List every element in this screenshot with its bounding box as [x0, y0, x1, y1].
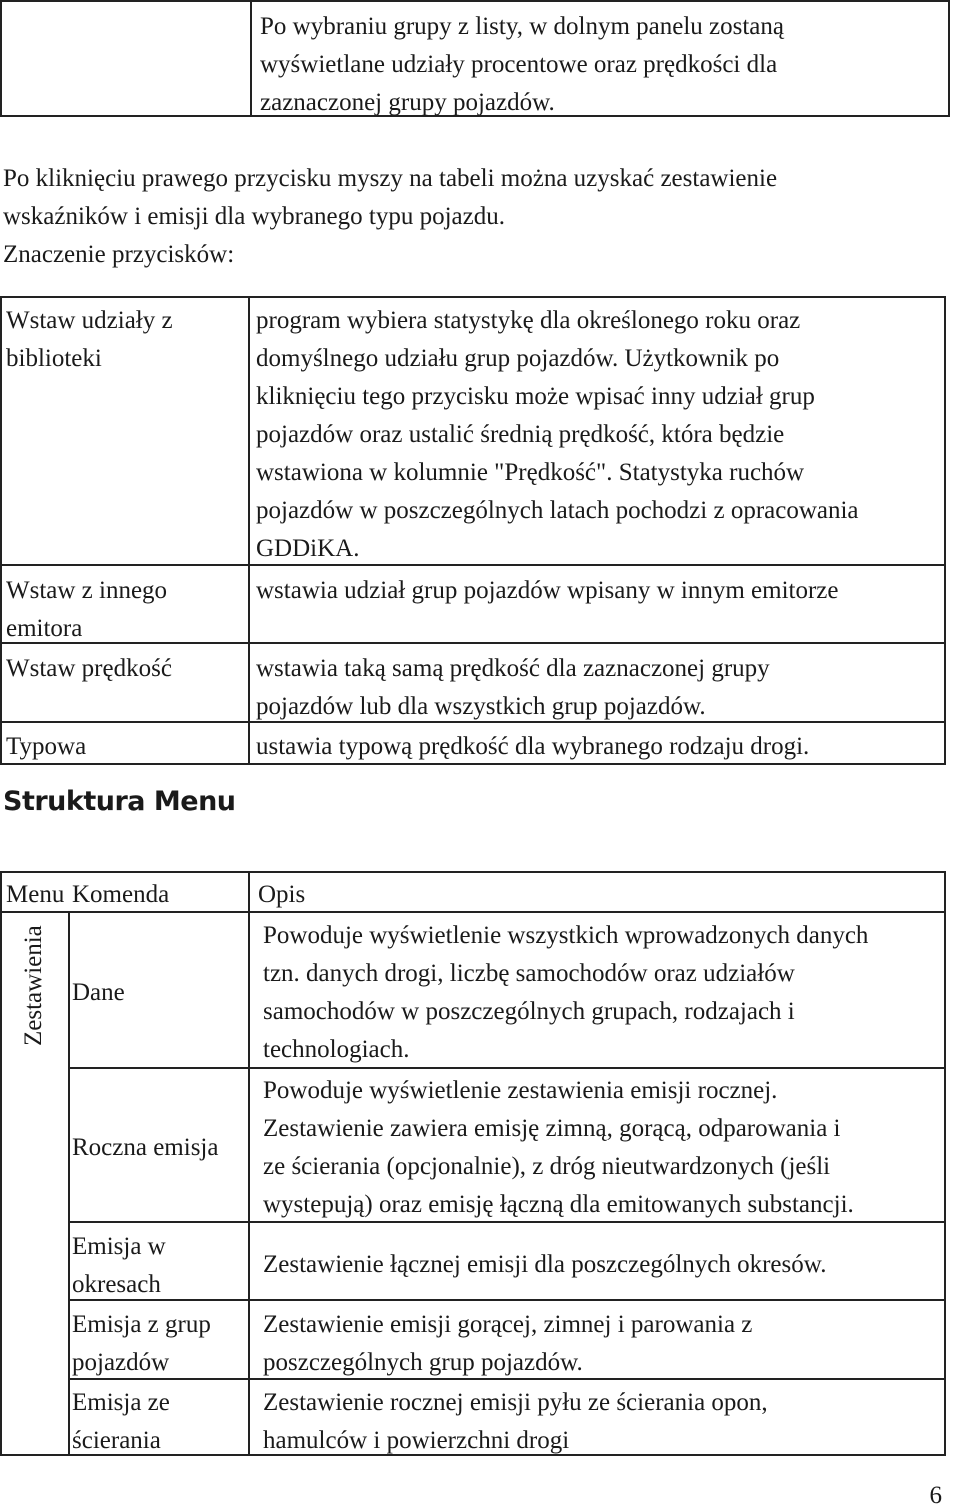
command-description [263, 917, 948, 1069]
cell-line: Powoduje wyświetlenie zestawienia emisji rocznej. [263, 1077, 778, 1104]
header-command: Komenda [72, 881, 170, 908]
button-description [256, 650, 944, 726]
cell-line: biblioteki [6, 345, 102, 372]
cell-line: wstawia taką samą prędkość dla zaznaczonej grupy [256, 655, 770, 682]
button-name-wstaw-udzialy [6, 302, 241, 378]
table-divider [248, 873, 250, 1454]
info-line: zaznaczonej grupy pojazdów. [260, 89, 555, 116]
cell-line: program wybiera statystykę dla określonego roku oraz [256, 307, 801, 334]
cell-line: pojazdów oraz ustalić średnią prędkość, która będzie [256, 421, 785, 448]
cell-line: Zestawienie emisji gorącej, zimnej i parowania z [263, 1311, 753, 1338]
header-menu: Menu [6, 881, 65, 908]
info-box-divider [250, 2, 252, 115]
command-emisja-ze-scierania [72, 1384, 244, 1460]
header-description: Opis [258, 881, 306, 908]
cell-line: hamulców i powierzchni drogi [263, 1427, 570, 1454]
button-description [256, 572, 944, 610]
command-dane [72, 974, 244, 1012]
cell-line: pojazdów w poszczególnych latach pochodzi z opracowania [256, 497, 859, 524]
command-emisja-z-grup [72, 1306, 244, 1382]
cell-line: ścierania [72, 1427, 161, 1454]
cell-line: emitora [6, 615, 83, 642]
paragraph-line: wskaźników i emisji dla wybranego typu pojazdu. [3, 203, 505, 230]
cell-line: Powoduje wyświetlenie wszystkich wprowadzonych danych [263, 922, 869, 949]
paragraph-line: Po kliknięciu prawego przycisku myszy na tabeli można uzyskać zestawienie [3, 165, 778, 192]
command-description [263, 1306, 948, 1382]
button-name-wstaw-predkosc [6, 650, 241, 688]
cell-line: wstawiona w kolumnie "Prędkość". Statystyka ruchów [256, 459, 805, 486]
section-heading: Struktura Menu [3, 786, 236, 817]
command-emisja-w-okresach [72, 1228, 244, 1304]
cell-line: Emisja z grup [72, 1311, 211, 1338]
info-line: Po wybraniu grupy z listy, w dolnym panelu zostaną [260, 13, 784, 40]
cell-line: wstawia udział grup pojazdów wpisany w innym emitorze [256, 577, 839, 604]
cell-line: Dane [72, 979, 125, 1006]
button-name-typowa [6, 728, 241, 766]
cell-line: ze ścierania (opcjonalnie), z dróg nieutwardzonych (jeśli [263, 1153, 831, 1180]
page-number: 6 [929, 1482, 942, 1509]
button-name-wstaw-z-innego [6, 572, 241, 648]
table-divider [248, 298, 250, 763]
cell-line: poszczególnych grup pojazdów. [263, 1349, 583, 1376]
cell-line: Zestawienie rocznej emisji pyłu ze ścierania opon, [263, 1389, 768, 1416]
info-box-text [260, 8, 940, 122]
command-description [263, 1246, 948, 1284]
info-line: wyświetlane udziały procentowe oraz prędkości dla [260, 51, 778, 78]
cell-line: pojazdów lub dla wszystkich grup pojazdów. [256, 693, 706, 720]
cell-line: Emisja w [72, 1233, 166, 1260]
cell-line: Wstaw prędkość [6, 655, 172, 682]
cell-line: Roczna emisja [72, 1134, 219, 1161]
command-description [263, 1384, 948, 1460]
cell-line: okresach [72, 1271, 161, 1298]
cell-line: kliknięciu tego przycisku może wpisać inny udział grup [256, 383, 815, 410]
menu-name-vertical: Zestawienia [20, 925, 47, 1047]
table-divider [68, 911, 70, 1454]
menu-table [0, 871, 946, 1456]
cell-line: pojazdów [72, 1349, 170, 1376]
cell-line: Zestawienie zawiera emisję zimną, gorącą, odparowania i [263, 1115, 841, 1142]
cell-line: Zestawienie łącznej emisji dla poszczególnych okresów. [263, 1251, 827, 1278]
cell-line: ustawia typową prędkość dla wybranego rodzaju drogi. [256, 733, 810, 760]
intro-paragraph [3, 160, 953, 274]
cell-line: Wstaw z innego [6, 577, 168, 604]
paragraph-line: Znaczenie przycisków: [3, 241, 235, 268]
cell-line: GDDiKA. [256, 535, 360, 562]
cell-line: Emisja ze [72, 1389, 170, 1416]
cell-line: wystepują) oraz emisję łączną dla emitowanych substancji. [263, 1191, 854, 1218]
button-description [256, 728, 944, 766]
cell-line: samochodów w poszczególnych grupach, rodzajach i [263, 998, 795, 1025]
cell-line: Typowa [6, 733, 87, 760]
info-box [0, 0, 950, 117]
cell-line: technologiach. [263, 1036, 410, 1063]
cell-line: tzn. danych drogi, liczbę samochodów oraz udziałów [263, 960, 795, 987]
button-description [256, 302, 944, 568]
buttons-table [0, 296, 946, 765]
command-description [263, 1072, 948, 1224]
command-roczna-emisja [72, 1129, 244, 1167]
cell-line: Wstaw udziały z [6, 307, 173, 334]
cell-line: domyślnego udziału grup pojazdów. Użytkownik po [256, 345, 780, 372]
